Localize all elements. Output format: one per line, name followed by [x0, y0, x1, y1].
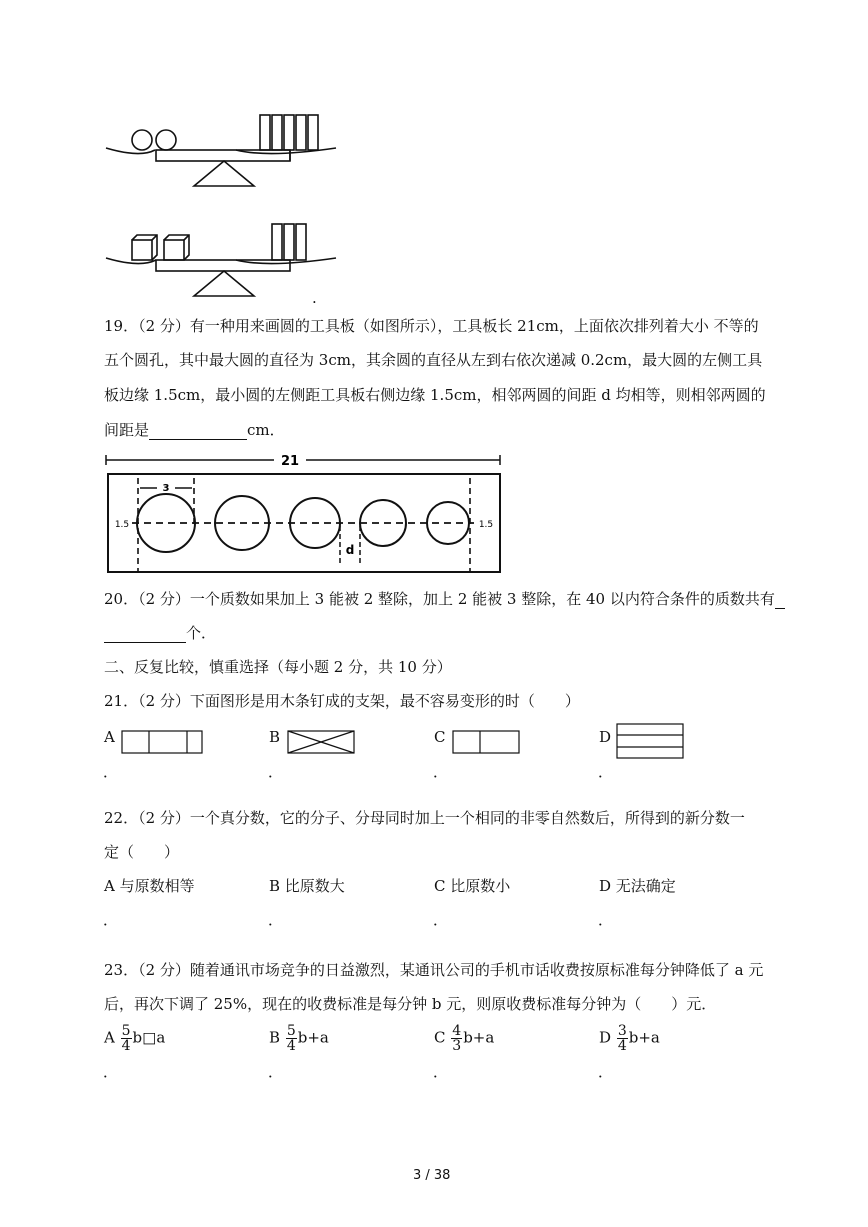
q21-option-d-dot: ．: [598, 763, 614, 781]
q20-answer-blank-start[interactable]: [775, 592, 785, 609]
q19-line-2: 五个圆孔，其中最大圆的直径为 3cm，其余圆的直径从左到右依次递减 0.2cm，最大圆的左侧工具: [104, 351, 763, 369]
q22-option-c[interactable]: C 比原数小: [434, 877, 511, 895]
q23-option-d[interactable]: [599, 1024, 660, 1053]
figure-dot: .: [312, 289, 317, 307]
q23-option-b-numerator: 5: [286, 1023, 296, 1039]
tool-board-diagram: [102, 452, 512, 577]
q23-option-b[interactable]: [269, 1024, 329, 1053]
q23-option-d-numerator: 3: [617, 1023, 627, 1039]
q22-option-b[interactable]: B 比原数大: [269, 877, 345, 895]
q21-option-b-dot: ．: [268, 763, 284, 781]
balance-figure-cubes: [100, 212, 360, 307]
q23-option-b-denominator: 4: [286, 1038, 296, 1054]
q23-option-a-denominator: 4: [121, 1038, 131, 1054]
q23-option-a-tail: b□a: [132, 1028, 166, 1047]
q22-option-d-dot: ．: [598, 911, 614, 929]
q20-line-1-text: 20．（2 分）一个质数如果加上 3 能被 2 整除，加上 2 能被 3 整除，在 40 以内符合条件的质数共有: [104, 590, 775, 608]
q23-option-a-dot: ．: [103, 1063, 119, 1081]
q20-line-2: [104, 623, 216, 643]
q23-option-c-letter: C: [434, 1028, 446, 1047]
q19-line-1: 19．（2 分）有一种用来画圆的工具板（如图所示），工具板长 21cm，上面依次排列着大小 不等的: [104, 317, 759, 335]
q21-option-b-label[interactable]: B: [269, 728, 281, 746]
board-gap-label: d: [345, 543, 355, 557]
q22-option-d[interactable]: D 无法确定: [599, 877, 676, 895]
q23-option-c-fraction: [451, 1024, 462, 1053]
q23-option-b-tail: b+a: [297, 1028, 329, 1047]
q23-option-c-denominator: 3: [452, 1038, 462, 1054]
q21-option-c-label[interactable]: C: [434, 728, 446, 746]
q20-line-2-suffix: 个．: [186, 624, 217, 642]
q19-line-4-prefix: 间距是: [104, 421, 150, 439]
board-diameter-label: 3: [162, 483, 170, 494]
q23-option-c-tail: b+a: [463, 1028, 495, 1047]
q23-option-d-dot: ．: [598, 1063, 614, 1081]
q23-option-d-tail: b+a: [628, 1028, 660, 1047]
q22-option-c-dot: ．: [433, 911, 449, 929]
q23-option-b-fraction: [286, 1024, 297, 1053]
board-left-margin-label: 1.5: [114, 520, 130, 530]
q21-option-a-label[interactable]: A: [104, 728, 115, 746]
q22-line-2: 定（ ）: [104, 843, 180, 861]
q19-answer-blank[interactable]: [149, 423, 247, 440]
section-2-title: 二、反复比较，慎重选择（每小题 2 分，共 10 分）: [104, 658, 452, 676]
q23-option-d-fraction: [617, 1024, 628, 1053]
q23-option-a-numerator: 5: [121, 1023, 131, 1039]
q21-figure-a[interactable]: [120, 729, 204, 755]
q22-option-a[interactable]: A 与原数相等: [104, 877, 195, 895]
q19-line-3: 板边缘 1.5cm，最小圆的左侧距工具板右侧边缘 1.5cm，相邻两圆的间距 d 均相等，则相邻两圆的: [104, 386, 766, 404]
q22-option-a-dot: ．: [103, 911, 119, 929]
board-right-margin-label: 1.5: [478, 520, 494, 530]
q21-option-a-dot: ．: [103, 763, 119, 781]
q20-line-1: [104, 589, 785, 609]
q21-stem: 21．（2 分）下面图形是用木条钉成的支架，最不容易变形的时（ ）: [104, 692, 580, 710]
q21-option-c-dot: ．: [433, 763, 449, 781]
q23-option-c-dot: ．: [433, 1063, 449, 1081]
q21-figure-d[interactable]: [615, 722, 685, 760]
q20-answer-blank[interactable]: [104, 626, 186, 643]
q21-figure-b[interactable]: [286, 729, 356, 755]
q19-line-4: [104, 420, 285, 440]
q21-figure-c[interactable]: [451, 729, 521, 755]
q23-option-d-denominator: 4: [617, 1038, 627, 1054]
q23-option-a-fraction: [121, 1024, 132, 1053]
board-total-length-label: 21: [280, 454, 300, 469]
q23-option-d-letter: D: [599, 1028, 612, 1047]
q23-option-b-dot: ．: [268, 1063, 284, 1081]
q23-option-b-letter: B: [269, 1028, 281, 1047]
q19-line-4-suffix: cm．: [247, 421, 285, 439]
q23-option-a[interactable]: [104, 1024, 165, 1053]
q23-line-2: 后，再次下调了 25%，现在的收费标准是每分钟 b 元，则原收费标准每分钟为（ ）元．: [104, 995, 717, 1013]
q23-option-c[interactable]: [434, 1024, 494, 1053]
q21-option-d-label[interactable]: D: [599, 728, 612, 746]
balance-figure-cylinders: [100, 100, 360, 190]
q23-line-1: 23．（2 分）随着通讯市场竞争的日益激烈，某通讯公司的手机市话收费按原标准每分钟降低了 a 元: [104, 961, 764, 979]
q23-option-c-numerator: 4: [452, 1023, 462, 1039]
q23-option-a-letter: A: [104, 1028, 115, 1047]
q22-option-b-dot: ．: [268, 911, 284, 929]
page-number: 3 / 38: [413, 1168, 451, 1183]
q22-line-1: 22．（2 分）一个真分数，它的分子、分母同时加上一个相同的非零自然数后，所得到的新分数一: [104, 809, 745, 827]
